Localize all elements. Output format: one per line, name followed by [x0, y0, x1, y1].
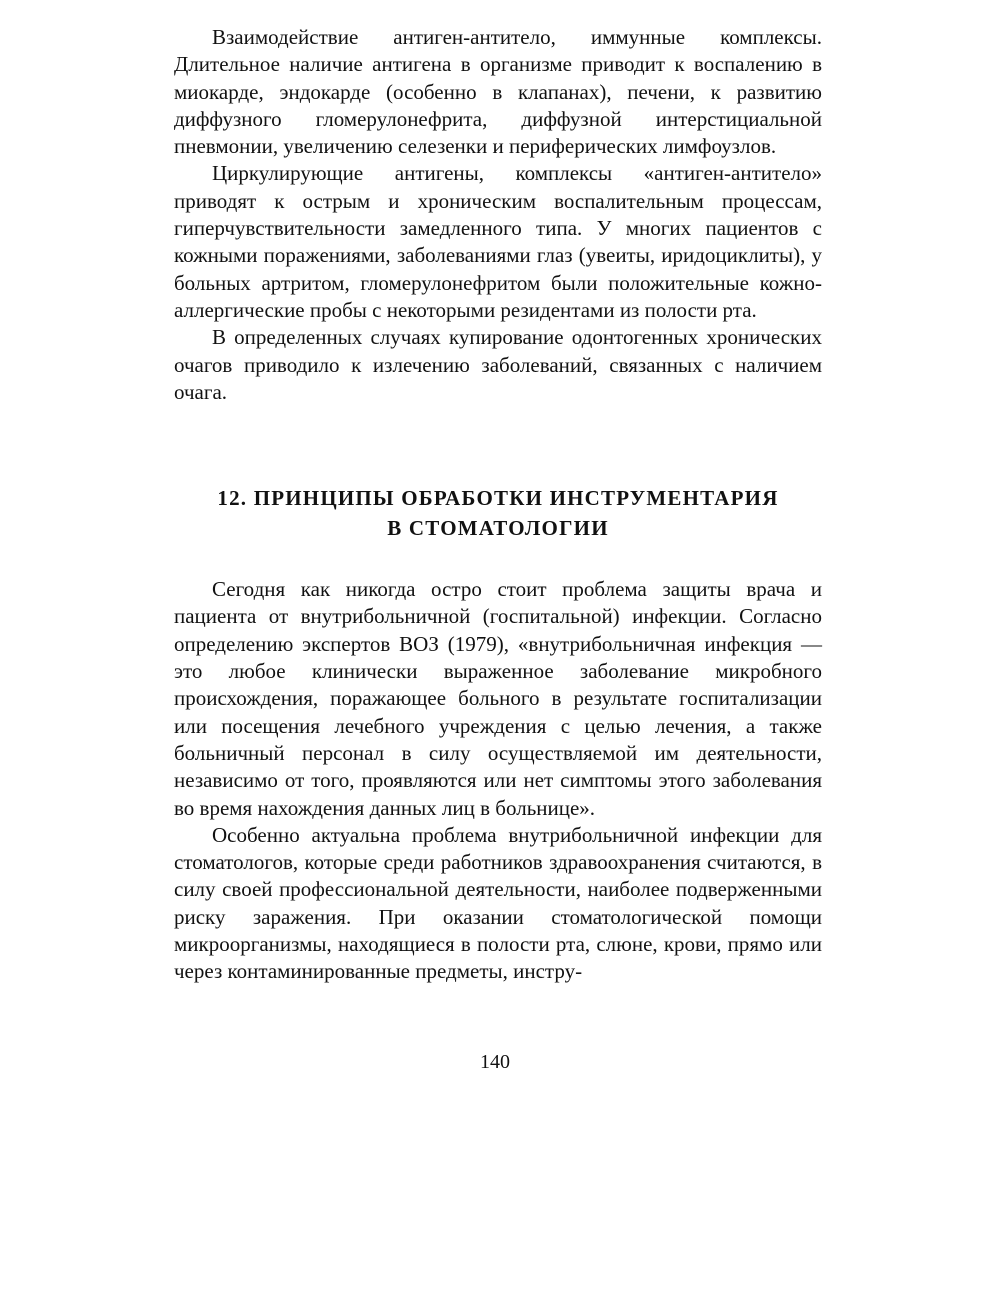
paragraph-hospital-infection: Сегодня как никогда остро стоит проблема защиты врача и пациента от внутрибольничной (госпитальной) инфекции. Согласно определению экспертов ВОЗ (1979), «внутрибольничная инфекция — это любое клинически выраженное заболевание микробного происхождения, поражающее больного в результате госпитализации или посещения лечебного учреждения с целью лечения, а также больничный персонал в силу осуществляемой им деятельности, независимо от того, проявляются или нет симптомы этого заболевания во время нахождения данных лиц в больнице». — [174, 577, 822, 820]
paragraph-immune-complexes: Взаимодействие антиген-антитело, иммунные комплексы. Длительное наличие антигена в организме приводит к воспалению в миокарде, эндокарде (особенно в клапанах), печени, к развитию диффузного гломерулонефрита, диффузной интерстициальной пневмонии, увеличению селезенки и периферических лимфоузлов. — [174, 25, 822, 159]
page-number: 140 — [480, 1051, 510, 1073]
paragraph-circulating-antigens: Циркулирующие антигены, комплексы «антиген-антитело» приводят к острым и хроническим воспалительным процессам, гиперчувствительности замедленного типа. У многих пациентов с кожными поражениями, заболеваниями глаз (увеиты, иридоциклиты), у больных артритом, гломерулонефритом были положительные кожно-аллергические пробы с некоторыми резидентами из полости рта. — [174, 161, 822, 322]
section-body — [174, 576, 822, 985]
section-heading-line-1: 12. ПРИНЦИПЫ ОБРАБОТКИ ИНСТРУМЕНТАРИЯ — [217, 486, 779, 511]
section-heading-line-2: В СТОМАТОЛОГИИ — [387, 516, 609, 541]
paragraph-odontogenic-foci: В определенных случаях купирование одонтогенных хронических очагов приводило к излечению заболеваний, связанных с наличием очага. — [174, 325, 822, 404]
document-page — [174, 24, 822, 986]
section-heading — [174, 483, 822, 543]
paragraph-dentist-risk: Особенно актуальна проблема внутрибольничной инфекции для стоматологов, которые среди работников здравоохранения считаются, в силу своей профессиональной деятельности, наиболее подверженными риску заражения. При оказании стоматологической помощи микроорганизмы, находящиеся в полости рта, слюне, крови, прямо или через контаминированные предметы, инстру- — [174, 822, 822, 984]
